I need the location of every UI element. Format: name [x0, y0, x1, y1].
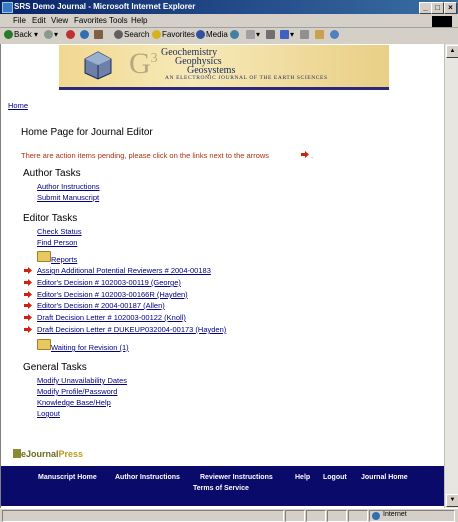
journal-banner [59, 45, 389, 90]
action-arrow-icon [24, 267, 32, 274]
search-button[interactable] [114, 30, 149, 39]
globe-cube-icon [83, 50, 113, 80]
banner-line-geochemistry: Geochemistry [161, 47, 218, 58]
pending-item-link[interactable]: Assign Additional Potential Reviewers # 2004-00183 [37, 266, 211, 275]
discuss-button[interactable] [300, 30, 310, 39]
footer-journal-home[interactable]: Journal Home [361, 474, 408, 481]
footer-terms-of-service[interactable]: Terms of Service [193, 485, 249, 492]
refresh-icon [80, 30, 89, 39]
discuss-icon [300, 30, 309, 39]
general-tasks-heading: General Tasks [23, 362, 87, 373]
ejournalpress-logo [13, 449, 83, 459]
action-arrow-icon [24, 291, 32, 298]
pending-item-link[interactable]: Editor's Decision # 102003-00166R (Hayden) [37, 290, 188, 299]
research-icon [315, 30, 324, 39]
alert-period: . [311, 151, 314, 160]
banner-line-geosystems: Geosystems [187, 65, 236, 76]
messenger-icon [330, 30, 339, 39]
footer-nav [1, 466, 445, 506]
favorites-label: Favorites [162, 30, 195, 39]
reports-folder-icon [37, 251, 51, 262]
scroll-up-arrow-icon[interactable]: ▲ [446, 45, 458, 58]
submit-manuscript-link[interactable]: Submit Manuscript [37, 193, 100, 202]
footer-author-instructions[interactable]: Author Instructions [115, 474, 180, 481]
scroll-down-arrow-icon[interactable]: ▼ [446, 494, 458, 507]
modify-profile-link[interactable]: Modify Profile/Password [37, 387, 118, 396]
zone-label: Internet [383, 511, 407, 518]
status-panel [306, 510, 326, 522]
menu-bar [0, 14, 458, 28]
knowledge-base-link[interactable]: Knowledge Base/Help [37, 398, 111, 407]
ie-window-icon [2, 2, 13, 13]
search-label: Search [124, 30, 150, 39]
print-button[interactable] [266, 30, 276, 39]
status-message-panel [2, 510, 284, 522]
window-title-bar [0, 0, 458, 14]
footer-help[interactable]: Help [295, 474, 311, 481]
stop-icon [66, 30, 75, 39]
footer-reviewer-instructions[interactable]: Reviewer Instructions [200, 474, 273, 481]
refresh-button[interactable] [80, 30, 90, 39]
action-arrow-icon [24, 279, 32, 286]
author-instructions-link[interactable]: Author Instructions [37, 182, 100, 191]
menu-help[interactable]: Help [131, 16, 148, 25]
stop-button[interactable] [66, 30, 76, 39]
status-panel [285, 510, 305, 522]
menu-favorites[interactable]: Favorites [74, 16, 107, 25]
brand-journal: Journal [26, 449, 59, 459]
g3-superscript: 3 [150, 51, 158, 66]
edit-button[interactable]: ▾ [280, 30, 294, 39]
action-arrow-icon [24, 326, 32, 333]
window-title: SRS Demo Journal - Microsoft Internet Explorer [14, 2, 196, 11]
breadcrumb-home[interactable]: Home [8, 101, 29, 110]
modify-unavailability-link[interactable]: Modify Unavailability Dates [37, 376, 128, 385]
logout-link[interactable]: Logout [37, 409, 60, 418]
ejournalpress-mark-icon [13, 449, 21, 458]
g3-logo [129, 47, 158, 81]
media-button[interactable] [196, 30, 228, 39]
toolbar [0, 27, 458, 45]
research-button[interactable] [315, 30, 325, 39]
menu-tools[interactable]: Tools [109, 16, 128, 25]
page-content [0, 44, 445, 508]
vertical-scrollbar[interactable] [444, 44, 458, 508]
editor-tasks-heading: Editor Tasks [23, 213, 78, 224]
forward-button[interactable]: ▾ [44, 30, 58, 39]
back-arrow-icon [4, 30, 13, 39]
menu-file[interactable]: File [13, 16, 26, 25]
pending-item-link[interactable]: Draft Decision Letter # 102003-00122 (Knoll) [37, 313, 186, 322]
status-panel [348, 510, 368, 522]
internet-zone-icon [372, 512, 380, 520]
windows-logo-icon [432, 16, 452, 27]
page-title: Home Page for Journal Editor [21, 127, 153, 138]
favorites-star-icon [152, 30, 161, 39]
media-label: Media [206, 30, 228, 39]
back-label: Back [14, 30, 32, 39]
edit-icon [280, 30, 289, 39]
banner-subtitle: AN ELECTRONIC JOURNAL OF THE EARTH SCIENCES [165, 75, 328, 81]
pending-item-link[interactable]: Editor's Decision # 2004-00187 (Allen) [37, 301, 165, 310]
waiting-folder-icon [37, 339, 51, 350]
banner-line-geophysics: Geophysics [175, 56, 222, 67]
waiting-for-revision-link[interactable]: Waiting for Revision (1) [51, 343, 129, 352]
mail-button[interactable]: ▾ [246, 30, 260, 39]
maximize-button[interactable]: □ [431, 2, 444, 14]
brand-press: Press [58, 449, 84, 459]
menu-view[interactable]: View [51, 16, 69, 25]
pending-item-link[interactable]: Draft Decision Letter # DUKEUP032004-00173 (Hayden) [37, 325, 227, 334]
messenger-button[interactable] [330, 30, 340, 39]
author-tasks-heading: Author Tasks [23, 168, 81, 179]
find-person-link[interactable]: Find Person [37, 238, 78, 247]
reports-link[interactable]: Reports [51, 255, 78, 264]
print-icon [266, 30, 275, 39]
minimize-button[interactable]: _ [419, 2, 432, 14]
home-button[interactable] [94, 30, 104, 39]
forward-arrow-icon [44, 30, 53, 39]
favorites-button[interactable] [152, 30, 195, 39]
history-icon [230, 30, 239, 39]
pending-item-link[interactable]: Editor's Decision # 102003-00119 (George) [37, 278, 181, 287]
brand-e: e [21, 449, 27, 459]
pending-alert-text: There are action items pending, please click on the links next to the arrows [21, 151, 270, 160]
back-button[interactable]: Back ▾ [4, 30, 38, 39]
g3-letter: G [129, 47, 151, 80]
check-status-link[interactable]: Check Status [37, 227, 82, 236]
status-bar [0, 508, 458, 522]
footer-logout[interactable]: Logout [323, 474, 347, 481]
home-icon [94, 30, 103, 39]
menu-edit[interactable]: Edit [32, 16, 46, 25]
close-button[interactable]: × [444, 2, 457, 14]
search-icon [114, 30, 123, 39]
status-panel [327, 510, 347, 522]
history-button[interactable] [230, 30, 240, 39]
mail-icon [246, 30, 255, 39]
security-zone-panel [369, 510, 455, 522]
alert-arrow-icon [301, 151, 309, 158]
action-arrow-icon [24, 302, 32, 309]
footer-manuscript-home[interactable]: Manuscript Home [38, 474, 97, 481]
action-arrow-icon [24, 314, 32, 321]
media-icon [196, 30, 205, 39]
